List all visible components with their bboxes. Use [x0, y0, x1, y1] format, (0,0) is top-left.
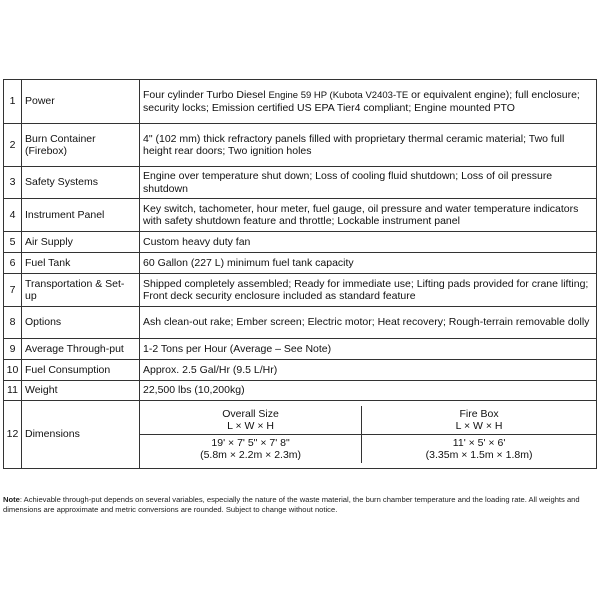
row-description: Key switch, tachometer, hour meter, fuel gauge, oil pressure and water temperature indicators with safety shutdown feature and throttle; Lockable instrument panel: [140, 199, 597, 232]
spec-row-air-supply: [4, 232, 597, 253]
row-number: 10: [4, 360, 22, 381]
row-label: Average Through-put: [22, 339, 140, 360]
spec-row-dimensions: [4, 401, 597, 469]
spec-row-burn-container: [4, 124, 597, 167]
dimensions-table: [140, 406, 596, 463]
row-label: Transportation & Set-up: [22, 274, 140, 307]
row-description: 1-2 Tons per Hour (Average – See Note): [140, 339, 597, 360]
row-number: 7: [4, 274, 22, 307]
fire-box-imperial: 11' × 5' × 6': [452, 437, 506, 449]
row-label: Burn Container (Firebox): [22, 124, 140, 167]
row-number: 8: [4, 307, 22, 339]
row-description-part: Four cylinder Turbo Diesel: [143, 88, 269, 101]
row-label: Weight: [22, 381, 140, 401]
spec-row-transportation: [4, 274, 597, 307]
row-description-part: Engine 59 HP (Kubota V2403-TE: [268, 89, 409, 101]
spec-row-fuel-consumption: [4, 360, 597, 381]
row-number: 5: [4, 232, 22, 253]
spec-row-fuel-tank: [4, 253, 597, 274]
row-label: Instrument Panel: [22, 199, 140, 232]
dimensions-header-row: [140, 406, 596, 435]
row-description: Shipped completely assembled; Ready for immediate use; Lifting pads provided for crane lifting; Front deck security enclosure included as standard feature: [140, 274, 597, 307]
overall-size-axes: L × W × H: [227, 420, 274, 432]
row-label: Fuel Tank: [22, 253, 140, 274]
spec-row-options: [4, 307, 597, 339]
row-label: Air Supply: [22, 232, 140, 253]
footnote-label: Note: [3, 495, 20, 504]
row-label: Safety Systems: [22, 167, 140, 199]
spec-row-power: [4, 80, 597, 124]
footnote-text: : Achievable through-put depends on several variables, especially the nature of the waste material, the burn chamber temperature and the loading rate. All weights and dimensions are approximate and metric conversions are rounded. Subject to change without notice.: [3, 495, 580, 514]
spec-row-weight: [4, 381, 597, 401]
spec-row-instrument-panel: [4, 199, 597, 232]
row-description: [140, 80, 597, 124]
spec-table: [3, 79, 597, 469]
spec-row-safety-systems: [4, 167, 597, 199]
overall-size-metric: (5.8m × 2.2m × 2.3m): [200, 449, 302, 461]
row-description: 4" (102 mm) thick refractory panels filled with proprietary thermal ceramic material; Two full height rear doors; Two ignition holes: [140, 124, 597, 167]
row-label: Options: [22, 307, 140, 339]
dimensions-cell: [140, 401, 597, 469]
row-description: Engine over temperature shut down; Loss of cooling fluid shutdown; Loss of oil pressure shutdown: [140, 167, 597, 199]
row-number: 4: [4, 199, 22, 232]
fire-box-title: Fire Box: [459, 408, 499, 420]
overall-size-values: [140, 435, 362, 464]
fire-box-values: [362, 435, 596, 464]
dimensions-value-row: [140, 435, 596, 464]
row-description: 60 Gallon (227 L) minimum fuel tank capacity: [140, 253, 597, 274]
row-number: 11: [4, 381, 22, 401]
row-description: 22,500 lbs (10,200kg): [140, 381, 597, 401]
spec-row-throughput: [4, 339, 597, 360]
overall-size-imperial: 19' × 7' 5" × 7' 8": [211, 437, 290, 449]
fire-box-metric: (3.35m × 1.5m × 1.8m): [425, 449, 533, 461]
row-label: Dimensions: [22, 401, 140, 469]
row-label: Power: [22, 80, 140, 124]
row-description: Approx. 2.5 Gal/Hr (9.5 L/Hr): [140, 360, 597, 381]
row-description: Custom heavy duty fan: [140, 232, 597, 253]
row-number: 12: [4, 401, 22, 469]
row-number: 6: [4, 253, 22, 274]
row-label: Fuel Consumption: [22, 360, 140, 381]
row-description: Ash clean-out rake; Ember screen; Electric motor; Heat recovery; Rough-terrain removable dolly: [140, 307, 597, 339]
row-description-part: or equivalent engine); full enclosure; security locks; Emission certified US EPA Tier4 compliant; Engine mounted PTO: [143, 88, 580, 114]
footnote: [3, 495, 597, 515]
fire-box-header: [362, 406, 596, 435]
row-number: 9: [4, 339, 22, 360]
row-number: 3: [4, 167, 22, 199]
overall-size-header: [140, 406, 362, 435]
row-number: 1: [4, 80, 22, 124]
row-number: 2: [4, 124, 22, 167]
fire-box-axes: L × W × H: [455, 420, 503, 432]
overall-size-title: Overall Size: [222, 408, 279, 420]
